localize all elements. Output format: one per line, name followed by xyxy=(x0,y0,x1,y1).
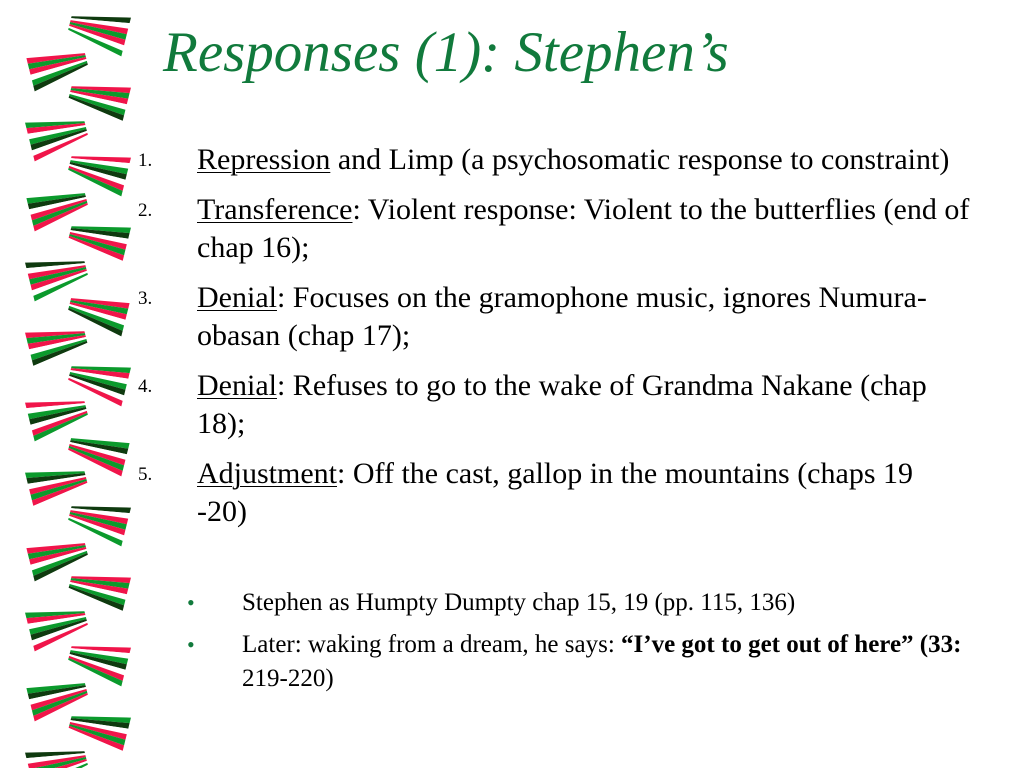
fan-ornament xyxy=(65,564,131,617)
item-text: : Focuses on the gramophone music, ignores Numura-obasan (chap 17); xyxy=(197,281,927,352)
list-item xyxy=(130,141,970,179)
fan-ornament xyxy=(65,74,131,127)
fan-ornament xyxy=(65,4,131,57)
fan-ornament xyxy=(65,634,131,687)
fan-ornament xyxy=(25,669,91,722)
item-text: : Off the cast, gallop in the mountains (chaps 19 -20) xyxy=(197,457,913,528)
sub-list-item xyxy=(187,628,962,696)
fan-ornament xyxy=(25,179,91,232)
fan-ornament xyxy=(25,109,91,162)
fan-ornament xyxy=(25,529,91,582)
item-term: Transference xyxy=(197,193,353,226)
fan-ornament xyxy=(65,424,131,477)
fan-ornament xyxy=(65,144,131,197)
fan-ornament xyxy=(25,249,91,302)
fan-ornament xyxy=(25,39,91,92)
fan-ornament xyxy=(65,214,131,267)
item-text: : Refuses to go to the wake of Grandma Nakane (chap 18); xyxy=(197,369,927,440)
fan-ornament xyxy=(25,459,91,512)
quote-text: “I’ve got to get out of here” (33: xyxy=(621,631,962,658)
sub-list-item xyxy=(187,586,962,620)
item-text: : Violent response: Violent to the butterflies (end of chap 16); xyxy=(197,193,970,264)
fan-ornament xyxy=(25,389,91,442)
list-item xyxy=(130,455,970,531)
fan-ornament xyxy=(25,599,91,652)
item-number: 5. xyxy=(138,464,153,485)
fan-ornament xyxy=(65,704,131,757)
list-item xyxy=(130,367,970,443)
item-number: 1. xyxy=(138,150,153,171)
item-number: 3. xyxy=(138,288,153,309)
item-number: 2. xyxy=(138,200,153,221)
item-text: and Limp (a psychosomatic response to constraint) xyxy=(330,143,950,176)
sub-bullet-list xyxy=(187,586,962,704)
response-list xyxy=(130,141,970,543)
page-ref: 219-220) xyxy=(242,665,334,692)
slide-title: Responses (1): Stephen’s xyxy=(163,21,729,84)
decorative-fan-border xyxy=(0,0,150,768)
item-number: 4. xyxy=(138,376,153,397)
item-term: Adjustment xyxy=(197,457,337,490)
item-term: Denial xyxy=(197,281,277,314)
sub-item-text: Stephen as Humpty Dumpty chap 15, 19 (pp. 115, 136) xyxy=(242,589,796,616)
fan-ornament xyxy=(65,494,131,547)
item-term: Denial xyxy=(197,369,277,402)
sub-item-text: Later: waking from a dream, he says: xyxy=(242,631,622,658)
bullet-icon: • xyxy=(187,632,195,657)
fan-ornament xyxy=(25,319,91,372)
fan-ornament xyxy=(25,739,91,768)
item-term: Repression xyxy=(197,143,331,176)
fan-ornament xyxy=(65,284,131,337)
list-item xyxy=(130,191,970,267)
list-item xyxy=(130,279,970,355)
bullet-icon: • xyxy=(187,590,195,615)
fan-ornament xyxy=(65,354,131,407)
